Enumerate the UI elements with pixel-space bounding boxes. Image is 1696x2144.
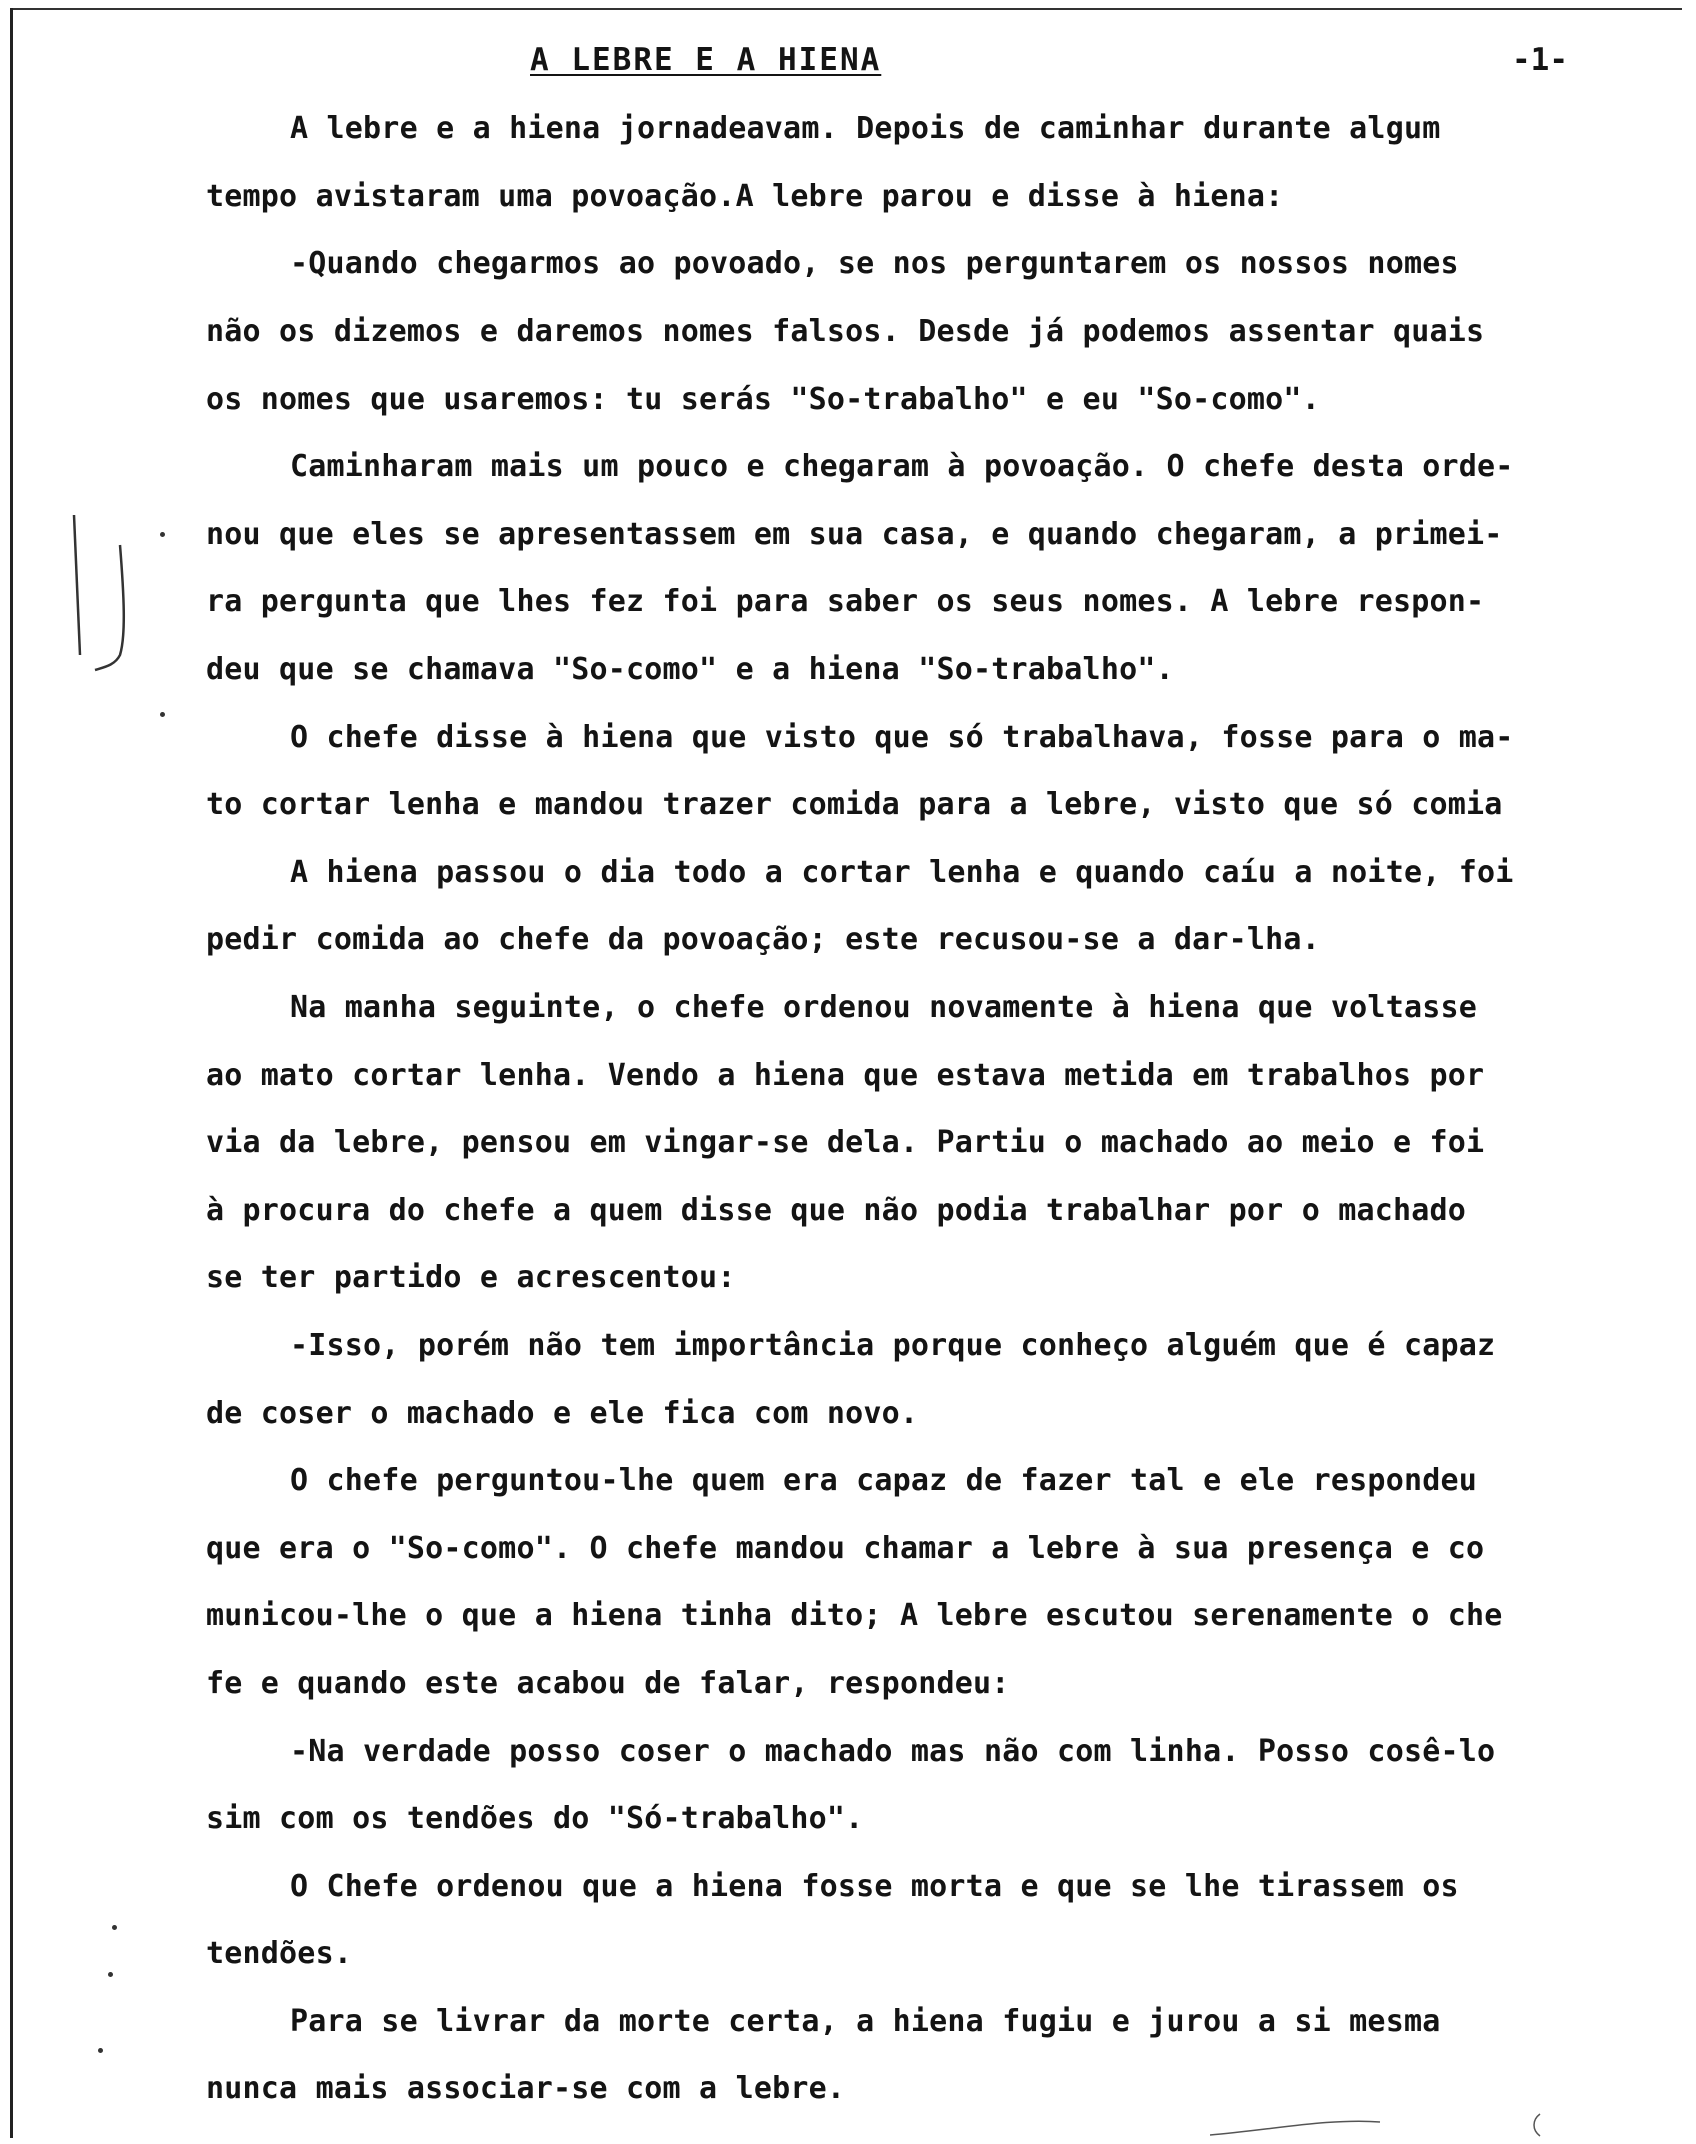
speck bbox=[160, 532, 165, 537]
text-line: ao mato cortar lenha. Vendo a hiena que estava metida em trabalhos por bbox=[206, 1058, 1485, 1093]
text-line: A hiena passou o dia todo a cortar lenha e quando caíu a noite, foi bbox=[290, 855, 1514, 890]
text-line: deu que se chamava "So-como" e a hiena "So-trabalho". bbox=[206, 652, 1174, 687]
text-line: -Isso, porém não tem importância porque conheço alguém que é capaz bbox=[290, 1328, 1496, 1363]
text-line: Para se livrar da morte certa, a hiena fugiu e jurou a si mesma bbox=[290, 2004, 1441, 2039]
text-line: O chefe disse à hiena que visto que só trabalhava, fosse para o ma- bbox=[290, 720, 1514, 755]
text-line: ra pergunta que lhes fez foi para saber os seus nomes. A lebre respon- bbox=[206, 584, 1485, 619]
text-line: tendões. bbox=[206, 1936, 353, 1971]
page-left-edge bbox=[10, 8, 13, 2138]
speck bbox=[98, 2048, 103, 2053]
text-line: Caminharam mais um pouco e chegaram à povoação. O chefe desta orde- bbox=[290, 449, 1514, 484]
text-line: nunca mais associar-se com a lebre. bbox=[206, 2071, 846, 2106]
text-line: -Na verdade posso coser o machado mas não com linha. Posso cosê-lo bbox=[290, 1734, 1496, 1769]
text-line: nou que eles se apresentassem em sua casa, e quando chegaram, a primei- bbox=[206, 517, 1503, 552]
page-top-edge bbox=[12, 8, 1682, 10]
text-line: tempo avistaram uma povoação.A lebre parou e disse à hiena: bbox=[206, 179, 1284, 214]
text-line: à procura do chefe a quem disse que não podia trabalhar por o machado bbox=[206, 1193, 1467, 1228]
speck bbox=[160, 712, 165, 717]
text-line: to cortar lenha e mandou trazer comida para a lebre, visto que só comia bbox=[206, 787, 1503, 822]
margin-pencil-mark bbox=[60, 505, 150, 685]
text-line: O Chefe ordenou que a hiena fosse morta e que se lhe tirassem os bbox=[290, 1869, 1459, 1904]
text-line: que era o "So-como". O chefe mandou chamar a lebre à sua presença e co bbox=[206, 1531, 1485, 1566]
text-line: O chefe perguntou-lhe quem era capaz de fazer tal e ele respondeu bbox=[290, 1463, 1477, 1498]
speck bbox=[108, 1972, 113, 1977]
bottom-scuff bbox=[1210, 2110, 1570, 2140]
text-line: Na manha seguinte, o chefe ordenou novamente à hiena que voltasse bbox=[290, 990, 1477, 1025]
text-line: sim com os tendões do "Só-trabalho". bbox=[206, 1801, 864, 1836]
text-line: -Quando chegarmos ao povoado, se nos perguntarem os nossos nomes bbox=[290, 246, 1459, 281]
text-line: não os dizemos e daremos nomes falsos. Desde já podemos assentar quais bbox=[206, 314, 1485, 349]
text-line: fe e quando este acabou de falar, respondeu: bbox=[206, 1666, 1010, 1701]
text-line: A lebre e a hiena jornadeavam. Depois de caminhar durante algum bbox=[290, 111, 1441, 146]
document-title: A LEBRE E A HIENA bbox=[530, 42, 882, 78]
text-line: de coser o machado e ele fica com novo. bbox=[206, 1396, 919, 1431]
text-line: se ter partido e acrescentou: bbox=[206, 1260, 736, 1295]
page-number: -1- bbox=[1512, 42, 1568, 78]
text-line: municou-lhe o que a hiena tinha dito; A lebre escutou serenamente o che bbox=[206, 1598, 1503, 1633]
text-line: pedir comida ao chefe da povoação; este recusou-se a dar-lha. bbox=[206, 922, 1320, 957]
text-line: via da lebre, pensou em vingar-se dela. Partiu o machado ao meio e foi bbox=[206, 1125, 1485, 1160]
text-line: os nomes que usaremos: tu serás "So-trabalho" e eu "So-como". bbox=[206, 382, 1320, 417]
speck bbox=[112, 1925, 117, 1930]
